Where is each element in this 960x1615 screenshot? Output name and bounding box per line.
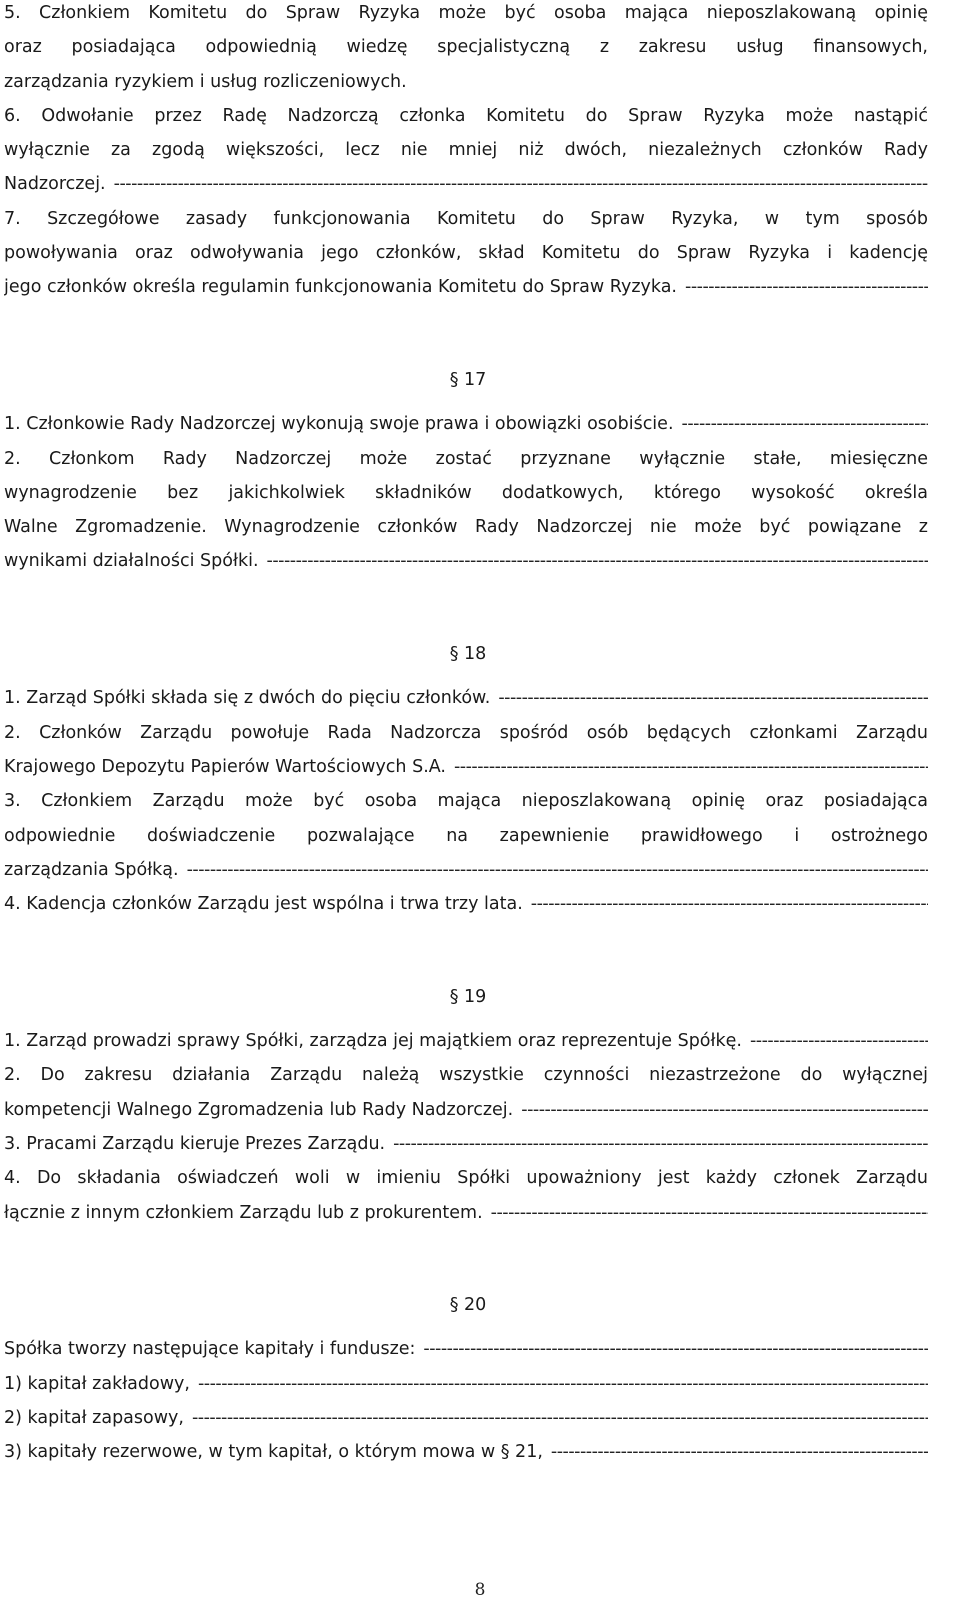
dash-filler (685, 277, 928, 297)
line-text: powoływania oraz odwoływania jego członków, skład Komitetu do Spraw Ryzyka i kadencję (4, 243, 928, 264)
text-line (4, 277, 928, 311)
line-text: 1. Zarząd Spółki składa się z dwóch do pięciu członków. (4, 688, 491, 709)
text-line (4, 1203, 928, 1237)
line-text: 7. Szczegółowe zasady funkcjonowania Komitetu do Spraw Ryzyka, w tym sposób (4, 208, 928, 229)
dash-filler (551, 1442, 928, 1462)
line-text: zarządzania Spółką. (4, 859, 179, 880)
text-line (4, 1134, 928, 1168)
text-line (4, 1442, 928, 1476)
line-text: 4. Kadencja członków Zarządu jest wspólna i trwa trzy lata. (4, 894, 523, 915)
dash-filler (423, 1339, 928, 1359)
text-line (4, 209, 928, 243)
dash-filler (192, 1408, 928, 1428)
text-line (4, 1339, 928, 1373)
line-text: 2. Członków Zarządu powołuje Rada Nadzorcza spośród osób będących członkami Zarządu (4, 722, 928, 743)
text-line (4, 72, 928, 106)
dash-filler (393, 1134, 928, 1154)
text-line (4, 140, 928, 174)
dash-filler (682, 414, 928, 434)
line-text: 2. Do zakresu działania Zarządu należą wszystkie czynności niezastrzeżone do wyłącznej (4, 1065, 928, 1086)
line-text: 3) kapitały rezerwowe, w tym kapitał, o którym mowa w § 21, (4, 1442, 543, 1463)
line-text: 2) kapitał zapasowy, (4, 1407, 184, 1428)
text-line (4, 1031, 928, 1065)
line-text: oraz posiadająca odpowiednią wiedzę specjalistyczną z zakresu usług finansowych, (4, 37, 928, 58)
dash-filler (531, 894, 928, 914)
section-heading: § 20 (449, 1295, 487, 1316)
text-line (4, 757, 928, 791)
document-body (4, 3, 928, 1477)
section-heading: § 17 (449, 369, 487, 390)
dash-filler (498, 688, 928, 708)
text-line (4, 723, 928, 757)
dash-filler (750, 1031, 928, 1051)
line-text: 4. Do składania oświadczeń woli w imieniu Spółki upoważniony jest każdy członek Zarządu (4, 1168, 928, 1189)
dash-filler (187, 860, 928, 880)
text-line (4, 174, 928, 208)
line-text: Walne Zgromadzenie. Wynagrodzenie członków Rady Nadzorczej nie może być powiązane z (4, 517, 928, 538)
line-text: 3. Członkiem Zarządu może być osoba mająca nieposzlakowaną opinię oraz posiadająca (4, 791, 928, 812)
section-gap (4, 1237, 928, 1271)
line-text: 3. Pracami Zarządu kieruje Prezes Zarządu. (4, 1133, 386, 1154)
text-line (4, 551, 928, 585)
text-line (4, 1100, 928, 1134)
section-gap (4, 312, 928, 346)
text-line (4, 414, 928, 448)
line-text: wyłącznie za zgodą większości, lecz nie mniej niż dwóch, niezależnych członków Rady (4, 140, 928, 161)
line-text: odpowiednie doświadczenie pozwalające na zapewnienie prawidłowego i ostrożnego (4, 825, 928, 846)
line-text: 1) kapitał zakładowy, (4, 1373, 190, 1394)
text-line (4, 1065, 928, 1099)
dash-filler (114, 174, 928, 194)
text-line (4, 483, 928, 517)
text-line (4, 106, 928, 140)
text-line (4, 860, 928, 894)
line-text: Krajowego Depozytu Papierów Wartościowych S.A. (4, 756, 446, 777)
text-line (4, 243, 928, 277)
section-gap (4, 928, 928, 962)
line-text: Spółka tworzy następujące kapitały i fundusze: (4, 1339, 416, 1360)
section-heading: § 19 (449, 986, 487, 1007)
text-line (4, 688, 928, 722)
dash-filler (454, 757, 928, 777)
line-text: kompetencji Walnego Zgromadzenia lub Rady Nadzorczej. (4, 1099, 514, 1120)
dash-filler (491, 1203, 928, 1223)
section-gap (4, 586, 928, 620)
line-text: 5. Członkiem Komitetu do Spraw Ryzyka może być osoba mająca nieposzlakowaną opinię (4, 3, 928, 23)
line-text: łącznie z innym członkiem Zarządu lub z prokurentem. (4, 1202, 483, 1223)
line-text: jego członków określa regulamin funkcjonowania Komitetu do Spraw Ryzyka. (4, 277, 677, 298)
text-line (4, 894, 928, 928)
text-line (4, 37, 928, 71)
dash-filler (198, 1374, 928, 1394)
line-text: Nadzorczej. (4, 174, 106, 195)
text-line (4, 3, 928, 37)
section-heading: § 18 (449, 644, 487, 665)
text-line (4, 1168, 928, 1202)
line-text: zarządzania ryzykiem i usług rozliczeniowych. (4, 71, 407, 92)
line-text: wynikami działalności Spółki. (4, 551, 259, 572)
line-text: 6. Odwołanie przez Radę Nadzorczą członka Komitetu do Spraw Ryzyka może nastąpić (4, 105, 928, 126)
dash-filler (267, 551, 928, 571)
line-text: 1. Zarząd prowadzi sprawy Spółki, zarządza jej majątkiem oraz reprezentuje Spółkę. (4, 1031, 742, 1052)
line-text: wynagrodzenie bez jakichkolwiek składników dodatkowych, którego wysokość określa (4, 482, 928, 503)
text-line (4, 826, 928, 860)
text-line (4, 791, 928, 825)
dash-filler (521, 1100, 928, 1120)
page-number: 8 (474, 1580, 486, 1600)
text-line (4, 1374, 928, 1408)
text-line (4, 449, 928, 483)
line-text: 2. Członkom Rady Nadzorczej może zostać przyznane wyłącznie stałe, miesięczne (4, 448, 928, 469)
line-text: 1. Członkowie Rady Nadzorczej wykonują swoje prawa i obowiązki osobiście. (4, 414, 674, 435)
text-line (4, 1408, 928, 1442)
text-line (4, 517, 928, 551)
